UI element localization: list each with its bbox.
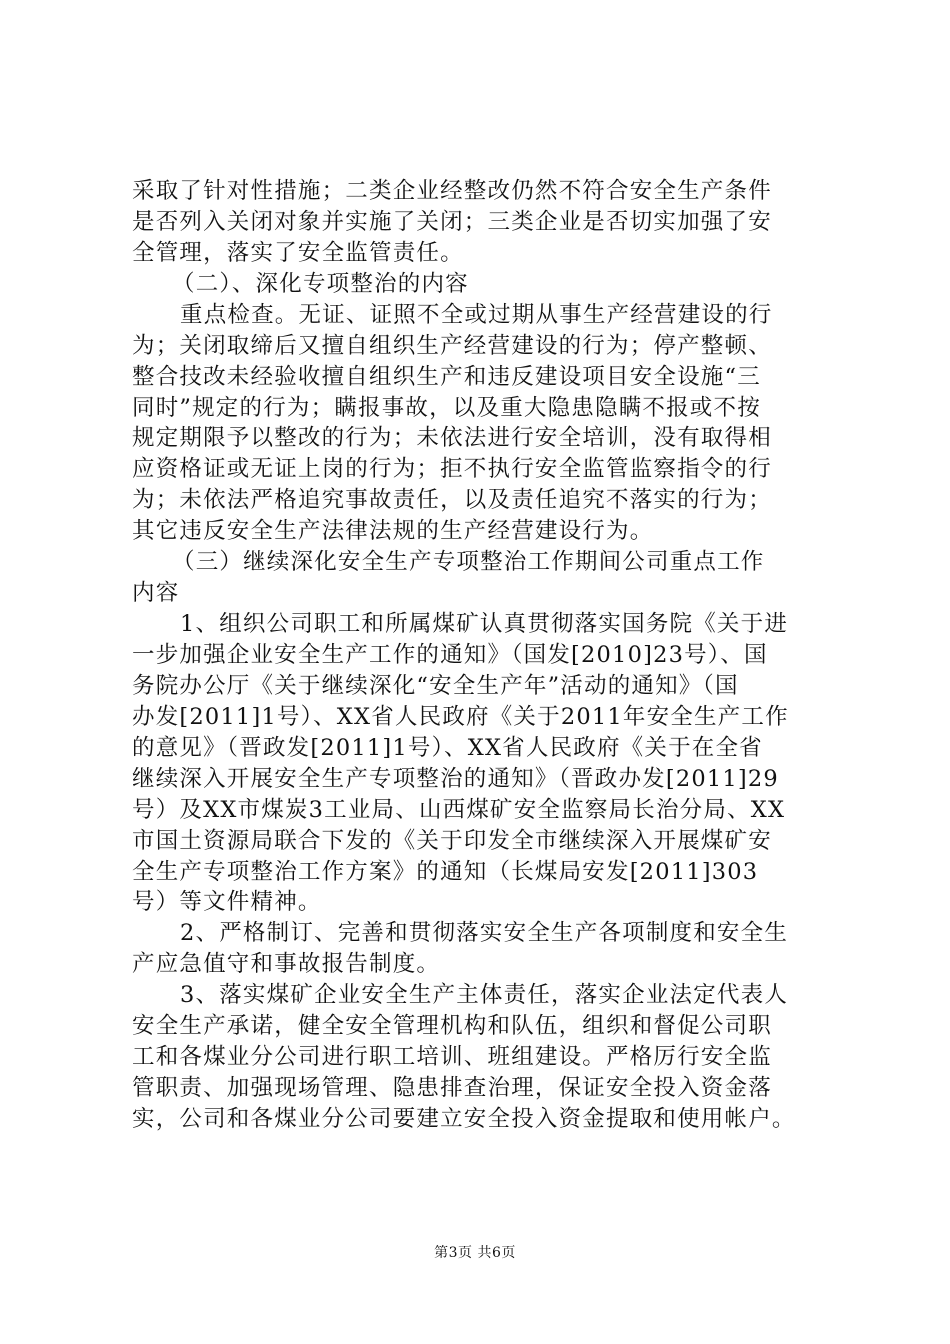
paragraph-line: 其它违反安全生产法律法规的生产经营建设行为。 bbox=[132, 518, 654, 544]
paragraph-line: 务院办公厅《关于继续深化“安全生产年”活动的通知》（国 bbox=[132, 673, 739, 699]
paragraph-line: 2、严格制订、完善和贯彻落实安全生产各项制度和安全生 bbox=[180, 920, 789, 946]
paragraph-line: 办发[2011]1号）、XX省人民政府《关于2011年安全生产工作 bbox=[132, 704, 789, 730]
paragraph-line: 应资格证或无证上岗的行为；拒不执行安全监管监察指令的行 bbox=[132, 456, 772, 482]
paragraph-line: 为；未依法严格追究事故责任，以及责任追究不落实的行为； bbox=[132, 487, 772, 513]
paragraph-line: 1、组织公司职工和所属煤矿认真贯彻落实国务院《关于进 bbox=[180, 611, 789, 637]
paragraph-line: 工和各煤业分公司进行职工培训、班组建设。严格厉行安全监 bbox=[132, 1044, 772, 1070]
paragraph-line: 市国土资源局联合下发的《关于印发全市继续深入开展煤矿安 bbox=[132, 828, 772, 854]
paragraph-line: 全生产专项整治工作方案》的通知（长煤局安发[2011]303 bbox=[132, 859, 759, 885]
paragraph-line: 采取了针对性措施；二类企业经整改仍然不符合安全生产条件 bbox=[132, 178, 772, 204]
paragraph-line: 是否列入关闭对象并实施了关闭；三类企业是否切实加强了安 bbox=[132, 209, 772, 235]
paragraph-line: 管职责、加强现场管理、隐患排查治理，保证安全投入资金落 bbox=[132, 1075, 772, 1101]
paragraph-line: 的意见》（晋政发[2011]1号）、XX省人民政府《关于在全省 bbox=[132, 735, 763, 761]
paragraph-line: 产应急值守和事故报告制度。 bbox=[132, 951, 441, 977]
paragraph-line: 安全生产承诺，健全安全管理机构和队伍，组织和督促公司职 bbox=[132, 1013, 772, 1039]
paragraph-line: 整合技改未经验收擅自组织生产和违反建设项目安全设施“三 bbox=[132, 364, 761, 390]
paragraph-line: 为；关闭取缔后又擅自组织生产经营建设的行为；停产整顿、 bbox=[132, 333, 772, 359]
paragraph-line: 重点检查。无证、证照不全或过期从事生产经营建设的行 bbox=[180, 302, 773, 328]
paragraph-line: 3、落实煤矿企业安全生产主体责任，落实企业法定代表人 bbox=[180, 982, 789, 1008]
paragraph-line: 规定期限予以整改的行为；未依法进行安全培训，没有取得相 bbox=[132, 425, 772, 451]
section-heading: （三）继续深化安全生产专项整治工作期间公司重点工作 bbox=[172, 549, 765, 575]
paragraph-line: 继续深入开展安全生产专项整治的通知》（晋政办发[2011]29 bbox=[132, 766, 779, 792]
section-heading-continued: 内容 bbox=[132, 580, 180, 606]
paragraph-line: 全管理，落实了安全监管责任。 bbox=[132, 240, 464, 266]
paragraph-line: 同时”规定的行为；瞒报事故，以及重大隐患隐瞒不报或不按 bbox=[132, 395, 761, 421]
section-heading: （二）、深化专项整治的内容 bbox=[172, 271, 469, 297]
paragraph-line: 号）及XX市煤炭3工业局、山西煤矿安全监察局长治分局、XX bbox=[132, 797, 786, 823]
paragraph-line: 号）等文件精神。 bbox=[132, 889, 322, 915]
page-footer: 第3页 共6页 bbox=[434, 1245, 516, 1261]
paragraph-line: 一步加强企业安全生产工作的通知》（国发[2010]23号）、国 bbox=[132, 642, 768, 668]
paragraph-line: 实，公司和各煤业分公司要建立安全投入资金提取和使用帐户。 bbox=[132, 1106, 796, 1132]
